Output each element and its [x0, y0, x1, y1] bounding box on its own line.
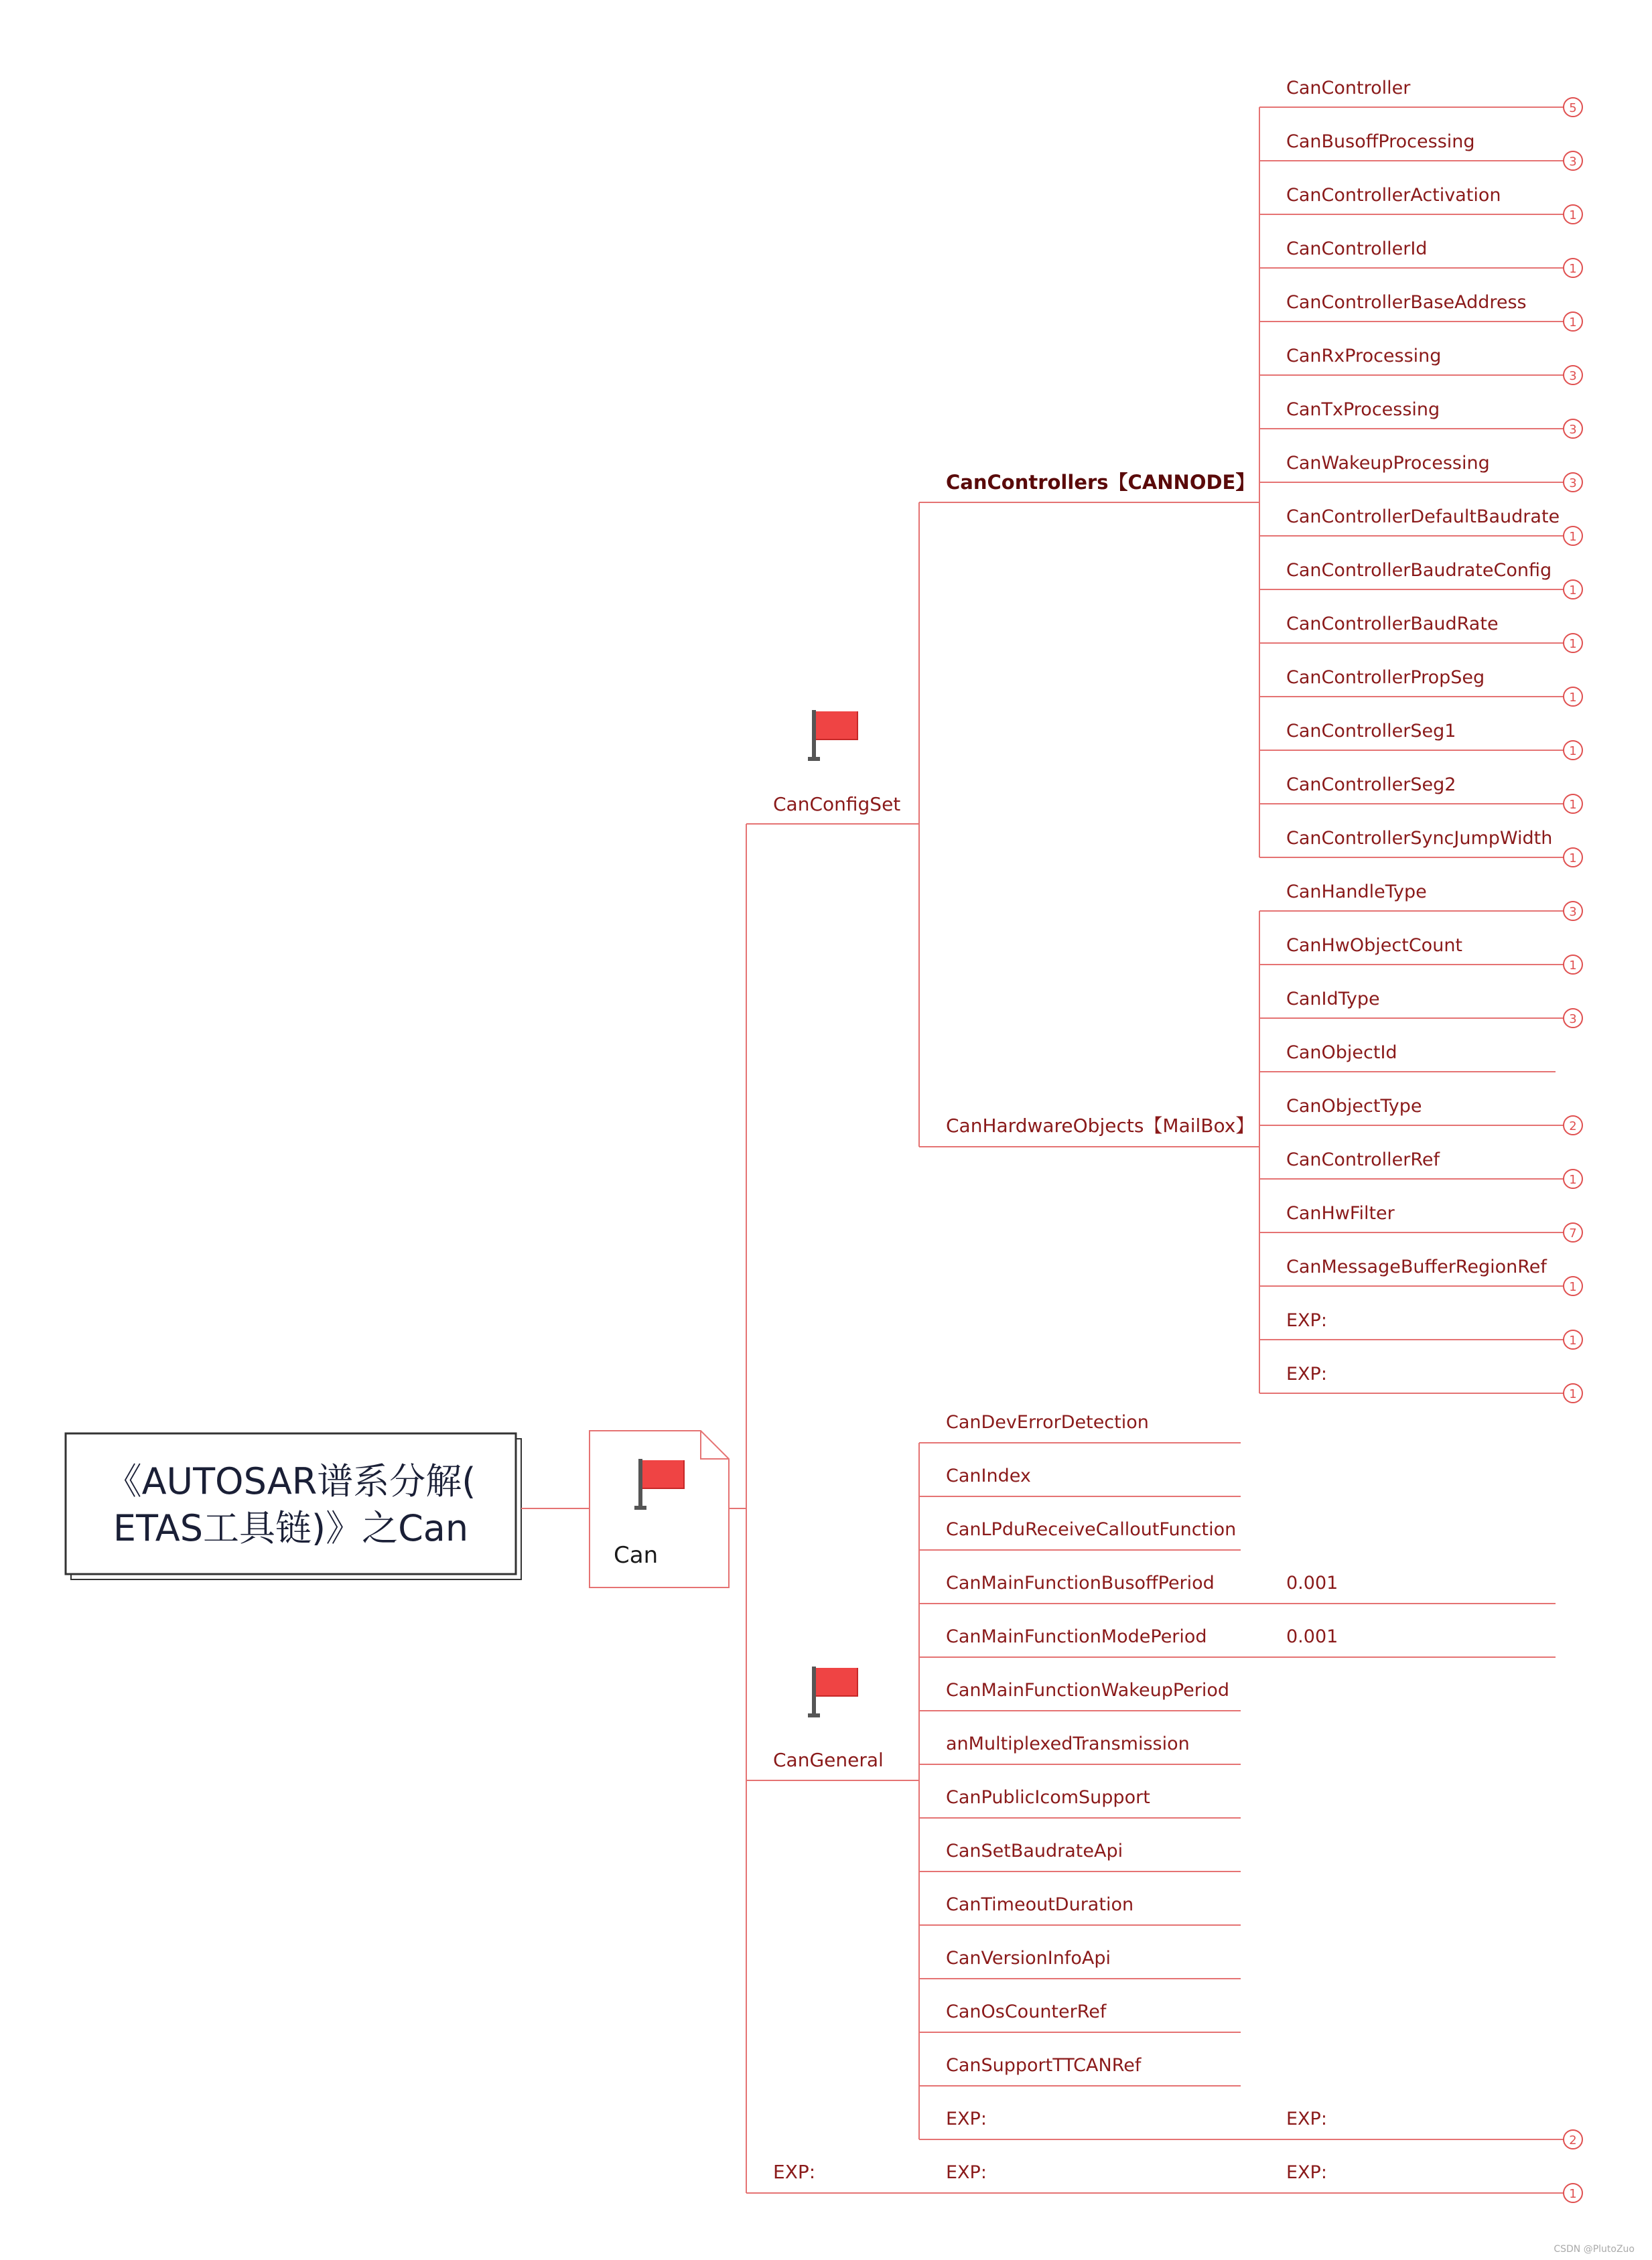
cancontrollers-node[interactable] [919, 471, 1259, 502]
controller-item-badge-text: 1 [1569, 798, 1577, 812]
general-item-value: 0.001 [1286, 1573, 1338, 1594]
hwobject-item-label: CanControllerRef [1286, 1149, 1440, 1170]
controller-item[interactable] [1259, 506, 1582, 545]
hwobject-item[interactable] [1259, 1203, 1582, 1242]
cangeneral-items [919, 1412, 1582, 2149]
controller-item[interactable] [1259, 560, 1582, 599]
controller-item-label: CanControllerBaudRate [1286, 614, 1499, 634]
general-item[interactable] [919, 2109, 1582, 2149]
controller-item-label: CanControllerBaudrateConfig [1286, 560, 1552, 581]
general-flag-icon [808, 1667, 857, 1717]
general-item-label: CanIndex [946, 1466, 1031, 1486]
cangeneral-node[interactable] [746, 1667, 919, 1780]
controller-item-badge-text: 1 [1569, 530, 1577, 544]
controller-item-label: CanControllerDefaultBaudrate [1286, 506, 1560, 527]
hwobject-item-label: CanHwObjectCount [1286, 935, 1463, 956]
general-item-label: CanSetBaudrateApi [946, 1841, 1123, 1861]
hwobject-item[interactable] [1259, 881, 1582, 920]
general-item[interactable] [919, 1519, 1241, 1550]
hwobject-item[interactable] [1259, 1364, 1582, 1403]
general-item[interactable] [919, 1626, 1556, 1657]
general-item[interactable] [919, 1412, 1241, 1443]
general-item-label: CanMainFunctionBusoffPeriod [946, 1573, 1215, 1594]
hwobject-item-label: CanHwFilter [1286, 1203, 1395, 1224]
controller-item-badge-text: 3 [1569, 476, 1577, 490]
controller-item-label: CanControllerSeg2 [1286, 774, 1456, 795]
controller-item-badge-text: 3 [1569, 155, 1577, 169]
hwobject-item-badge-text: 7 [1569, 1226, 1577, 1241]
controller-item[interactable] [1259, 238, 1582, 277]
general-item[interactable] [919, 1466, 1241, 1496]
hwobject-item-badge-text: 1 [1569, 1334, 1577, 1348]
hwobject-item-badge-text: 3 [1569, 1012, 1577, 1026]
watermark: CSDN @PlutoZuo [1554, 2244, 1635, 2255]
controller-item-label: CanWakeupProcessing [1286, 453, 1490, 474]
general-item[interactable] [919, 1894, 1241, 1925]
general-item-label: CanOsCounterRef [946, 2001, 1107, 2022]
cancontrollers-items [1259, 78, 1582, 867]
controller-item-badge-text: 1 [1569, 583, 1577, 597]
controller-item-badge-text: 5 [1569, 101, 1577, 115]
controller-item[interactable] [1259, 399, 1582, 438]
hwobject-item-label: CanObjectType [1286, 1096, 1422, 1117]
general-item-value: 0.001 [1286, 1626, 1338, 1647]
controller-item-label: CanControllerActivation [1286, 185, 1501, 206]
general-item[interactable] [919, 1734, 1241, 1764]
controller-item-label: CanControllerSeg1 [1286, 721, 1456, 741]
cangeneral-label: CanGeneral [773, 1749, 884, 1771]
general-item[interactable] [919, 1948, 1241, 1979]
hwobject-item-label: EXP: [1286, 1310, 1327, 1331]
hwobject-item-badge-text: 1 [1569, 1173, 1577, 1187]
canhardwareobjects-label: CanHardwareObjects【MailBox】 [946, 1115, 1255, 1137]
controller-item-badge-text: 1 [1569, 637, 1577, 651]
controller-item[interactable] [1259, 453, 1582, 492]
controller-item[interactable] [1259, 774, 1582, 813]
controller-item[interactable] [1259, 721, 1582, 760]
hwobject-item-label: CanIdType [1286, 989, 1380, 1009]
controller-item[interactable] [1259, 185, 1582, 224]
hwobject-item[interactable] [1259, 935, 1582, 974]
hwobject-item[interactable] [1259, 989, 1582, 1028]
hwobject-item[interactable] [1259, 1149, 1582, 1188]
hwobject-item-label: EXP: [1286, 1364, 1327, 1385]
controller-item-label: CanControllerBaseAddress [1286, 292, 1527, 313]
main-label: Can [614, 1542, 659, 1569]
controller-item-label: CanControllerPropSeg [1286, 667, 1485, 688]
controller-item-label: CanRxProcessing [1286, 346, 1442, 366]
hwobject-item-badge-text: 2 [1569, 1119, 1577, 1133]
canhardwareobjects-node[interactable] [919, 1115, 1259, 1147]
controller-item[interactable] [1259, 78, 1582, 117]
general-item[interactable] [919, 1680, 1241, 1711]
canconfigset-node[interactable] [746, 710, 919, 824]
controller-item-badge-text: 3 [1569, 423, 1577, 437]
general-item[interactable] [919, 1841, 1241, 1871]
general-item[interactable] [919, 2001, 1241, 2032]
general-item-label: anMultiplexedTransmission [946, 1734, 1190, 1754]
controller-item[interactable] [1259, 614, 1582, 652]
exp-row-child: EXP: [946, 2162, 987, 2183]
hwobject-item-label: CanHandleType [1286, 881, 1427, 902]
general-item-label: CanMainFunctionModePeriod [946, 1626, 1207, 1647]
cancontrollers-label: CanControllers【CANNODE】 [946, 471, 1255, 494]
hwobject-item-badge-text: 1 [1569, 1280, 1577, 1294]
hwobject-item[interactable] [1259, 1310, 1582, 1349]
controller-item[interactable] [1259, 828, 1582, 867]
general-item[interactable] [919, 2055, 1241, 2086]
general-item[interactable] [919, 1787, 1241, 1818]
general-item-label: CanMainFunctionWakeupPeriod [946, 1680, 1230, 1701]
controller-item-label: CanController [1286, 78, 1411, 98]
general-item-label: EXP: [946, 2109, 987, 2129]
root-title-line-1: 《AUTOSAR谱系分解( [105, 1460, 476, 1502]
general-item[interactable] [919, 1573, 1556, 1604]
general-item-value: EXP: [1286, 2109, 1327, 2129]
hwobject-item[interactable] [1259, 1042, 1556, 1072]
controller-item[interactable] [1259, 131, 1582, 170]
hwobject-item-label: CanMessageBufferRegionRef [1286, 1257, 1547, 1277]
controller-item-badge-text: 3 [1569, 369, 1577, 383]
controller-item-badge-text: 1 [1569, 744, 1577, 758]
general-item-badge-text: 2 [1569, 2133, 1577, 2147]
controller-item-badge-text: 1 [1569, 262, 1577, 276]
root-node[interactable] [66, 1433, 521, 1579]
configset-flag-icon [808, 710, 857, 761]
general-item-label: CanVersionInfoApi [946, 1948, 1111, 1969]
canhardwareobjects-items [1259, 881, 1582, 1403]
controller-item-badge-text: 1 [1569, 851, 1577, 865]
general-item-label: CanDevErrorDetection [946, 1412, 1149, 1433]
main-node[interactable] [590, 1431, 729, 1587]
hwobject-item-label: CanObjectId [1286, 1042, 1397, 1063]
hwobject-item-badge-text: 1 [1569, 959, 1577, 973]
general-item-label: CanTimeoutDuration [946, 1894, 1134, 1915]
hwobject-item[interactable] [1259, 1257, 1582, 1295]
general-item-label: CanSupportTTCANRef [946, 2055, 1142, 2076]
controller-item-badge-text: 1 [1569, 208, 1577, 222]
root-title-line-2: ETAS工具链)》之Can [113, 1507, 469, 1549]
exp-row-label: EXP: [773, 2161, 816, 2183]
controller-item-badge-text: 1 [1569, 691, 1577, 705]
controller-item[interactable] [1259, 292, 1582, 331]
controller-item-label: CanControllerId [1286, 238, 1428, 259]
exp-row-badge-text: 1 [1569, 2187, 1577, 2201]
controller-item-label: CanControllerSyncJumpWidth [1286, 828, 1553, 849]
hwobject-item[interactable] [1259, 1096, 1582, 1135]
general-item-label: CanPublicIcomSupport [946, 1787, 1150, 1808]
exp-row[interactable] [746, 2161, 1582, 2202]
controller-item[interactable] [1259, 346, 1582, 384]
controller-item-label: CanTxProcessing [1286, 399, 1440, 420]
controller-item-badge-text: 1 [1569, 315, 1577, 330]
general-item-label: CanLPduReceiveCalloutFunction [946, 1519, 1237, 1540]
controller-item[interactable] [1259, 667, 1582, 706]
hwobject-item-badge-text: 1 [1569, 1387, 1577, 1401]
hwobject-item-badge-text: 3 [1569, 905, 1577, 919]
controller-item-label: CanBusoffProcessing [1286, 131, 1475, 152]
exp-row-value: EXP: [1286, 2162, 1327, 2183]
canconfigset-label: CanConfigSet [773, 793, 901, 815]
